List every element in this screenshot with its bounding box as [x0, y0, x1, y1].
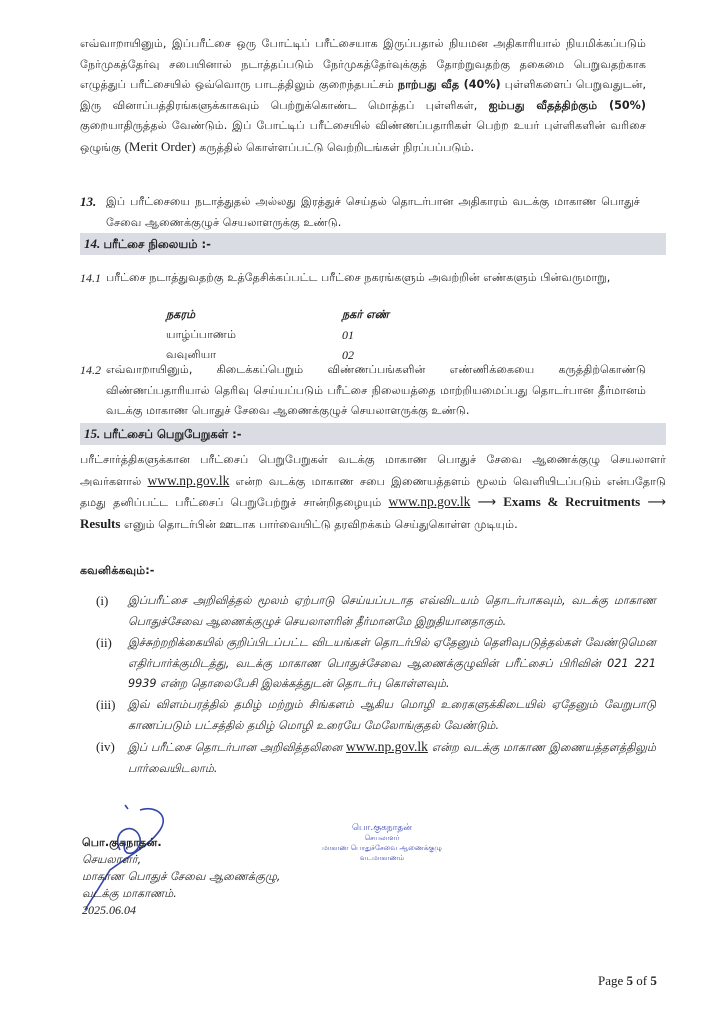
- signatory-title: செயலாளர்,: [82, 853, 142, 866]
- signatory-org: மாகாண பொதுச் சேவை ஆணைக்குழு,: [82, 870, 281, 883]
- note-item: (i) இப்பரீட்சை அறிவித்தல் மூலம் ஏற்பாடு செய்யப்படாத எவ்விடயம் தொடர்பாகவும், வடக்கு மாகாண பொதுச்சேவை ஆணைக்குழுச் செயலாளரின் தீர்மானமே இறுதியானதாகும்.: [96, 593, 656, 628]
- note-item: (iii) இவ் விளம்பரத்தில் தமிழ் மற்றும் சிங்களம் ஆகிய மொழி உரைகளுக்கிடையில் ஏதேனும் வேறுபாடு காணப்படும் பட்சத்தில் தமிழ் மொழி உரையே மேலோங்குதல் வேண்டும்.: [96, 697, 656, 732]
- section-15-heading: 15. பரீட்சைப் பெறுபேறுகள் :-: [80, 423, 666, 445]
- note-item: (ii) இச்சுற்றறிக்கையில் குறிப்பிடப்பட்ட விடயங்கள் தொடர்பில் ஏதேனும் தெளிவுபடுத்தல்கள் வேண்டுமென எதிர்பார்க்குமிடத்து, வடக்கு மாகாண பொதுச்சேவை ஆணைக்குழுவின் பரீட்சைப் பிரிவின் 021 221 9939 என்ற தொலைபேசி இலக்கத்துடன் தொடர்பு கொள்ளவும்.: [96, 635, 657, 690]
- phone-number: 021 221 9939: [128, 656, 657, 690]
- nav-exams-recruitments: Exams & Recruitments: [503, 494, 641, 509]
- signatory-region: வடக்கு மாகாணம்.: [82, 887, 177, 900]
- center-table: [166, 305, 389, 365]
- arrow-right-icon: ⟶: [647, 495, 666, 510]
- signature-block: [82, 834, 280, 919]
- official-stamp: பொ.குகநாதன் செயலாளர் மாகாண பொதுச்சேவை ஆணைக்குழு வடமாகாணம்: [322, 823, 442, 862]
- website-link[interactable]: www.np.gov.lk: [147, 472, 230, 488]
- table-header: நகரம் நகர் எண்: [166, 308, 390, 321]
- section-14-heading: 14. பரீட்சை நிலையம் :-: [80, 233, 666, 255]
- bold-forty-percent: நாற்பது வீத (40%): [398, 78, 501, 91]
- merit-order: (Merit Order): [124, 138, 196, 154]
- notes-heading: கவனிக்கவும்:-: [80, 564, 155, 577]
- website-link[interactable]: www.np.gov.lk: [346, 739, 428, 754]
- nav-results: Results: [80, 515, 121, 531]
- table-row: யாழ்ப்பாணம் 01: [166, 328, 354, 342]
- website-link[interactable]: www.np.gov.lk: [388, 494, 471, 509]
- arrow-right-icon: ⟶: [477, 495, 497, 510]
- note-item: (iv) இப் பரீட்சை தொடர்பான அறிவித்தலினை www.np.gov.lk என்ற வடக்கு மாகாண இணையத்தளத்திலும் பார்வையிடலாம்.: [96, 739, 656, 775]
- signature-date: 2025.06.04: [82, 903, 136, 917]
- table-row: வவுனியா 02: [166, 348, 354, 362]
- bold-fifty-percent: ஐம்பது வீதத்திற்கும் (50%): [488, 98, 646, 112]
- paragraph-14-2: 14.2 எவ்வாறாயினும், கிடைக்கப்பெறும் விண்ணப்பங்களின் எண்ணிக்கையை கருத்திற்கொண்டு விண்ணப்பதாரியால் தெரிவு செய்யப்படும் பரீட்சை நிலையத்தை மாற்றியமைப்பது தொடர்பான தீர்மானம் வடக்கு மாகாண பொதுச் சேவை ஆணைக்குழுச் செயலாளருக்கு உண்டு.: [80, 363, 646, 417]
- signatory-name: பொ.குகநாதன்.: [82, 836, 162, 849]
- page-number: Page 5 of 5: [598, 973, 657, 988]
- intro-paragraph: எவ்வாறாயினும், இப்பரீட்சை ஒரு போட்டிப் பரீட்சையாக இருப்பதால் நியமன அதிகாரியால் நியமிக்கப்படும் நேர்முகத்தேர்வு சபையினால் நடாத்தப்படும் நேர்முகத்தேர்வுக்குத் தோற்றுவதற்கு தகைமை பெறுவதற்காக எழுத்துப் பரீட்சையில் ஒவ்வொரு பாடத்திலும் குறைந்தபட்சம் நாற்பது வீத (40%) புள்ளிகளைப் பெறுவதுடன், இரு வினாப்பத்திரங்களுக்காகவும் பெற்றுக்கொண்ட மொத்தப் புள்ளிகள், ஐம்பது வீதத்திற்கும் (50%) குறையாதிருத்தல் வேண்டும். இப் போட்டிப் பரீட்சையில் விண்ணப்பதாரிகள் பெற்ற உயர் புள்ளிகளின் வரிசை ஒழுங்கு (Merit Order) கருத்தில் கொள்ளப்பட்டு வெற்றிடங்கள் நிரப்பப்படும்.: [80, 37, 646, 154]
- paragraph-14-1: 14.1 பரீட்சை நடாத்துவதற்கு உத்தேசிக்கப்பட்ட பரீட்சை நகரங்களும் அவற்றின் எண்களும் பின்வருமாறு,: [80, 271, 611, 285]
- results-paragraph: பரீட்சார்த்திகளுக்கான பரீட்சைப் பெறுபேறுகள் வடக்கு மாகாண பொதுச் சேவை ஆணைக்குழு செயலாளர் அவர்களால் www.np.gov.lk என்ற வடக்கு மாகாண சபை இணையத்தளம் மூலம் வெளியிடப்படும் என்பதோடு தமது தனிப்பட்ட பரீட்சைப் பெறுபேற்றுச் சான்றிதழையும் www.np.gov.lk ⟶ Exams & Recruitments ⟶ Results எனும் தொடர்பின் ஊடாக பார்வையிட்டு தரவிறக்கம் செய்துகொள்ள முடியும்.: [80, 453, 666, 531]
- paragraph-13: 13. இப் பரீட்சையை நடாத்துதல் அல்லது இரத்துச் செய்தல் தொடர்பான அதிகாரம் வடக்கு மாகாண பொதுச் சேவை ஆணைக்குழுச் செயலாளருக்கு உண்டு.: [80, 194, 640, 229]
